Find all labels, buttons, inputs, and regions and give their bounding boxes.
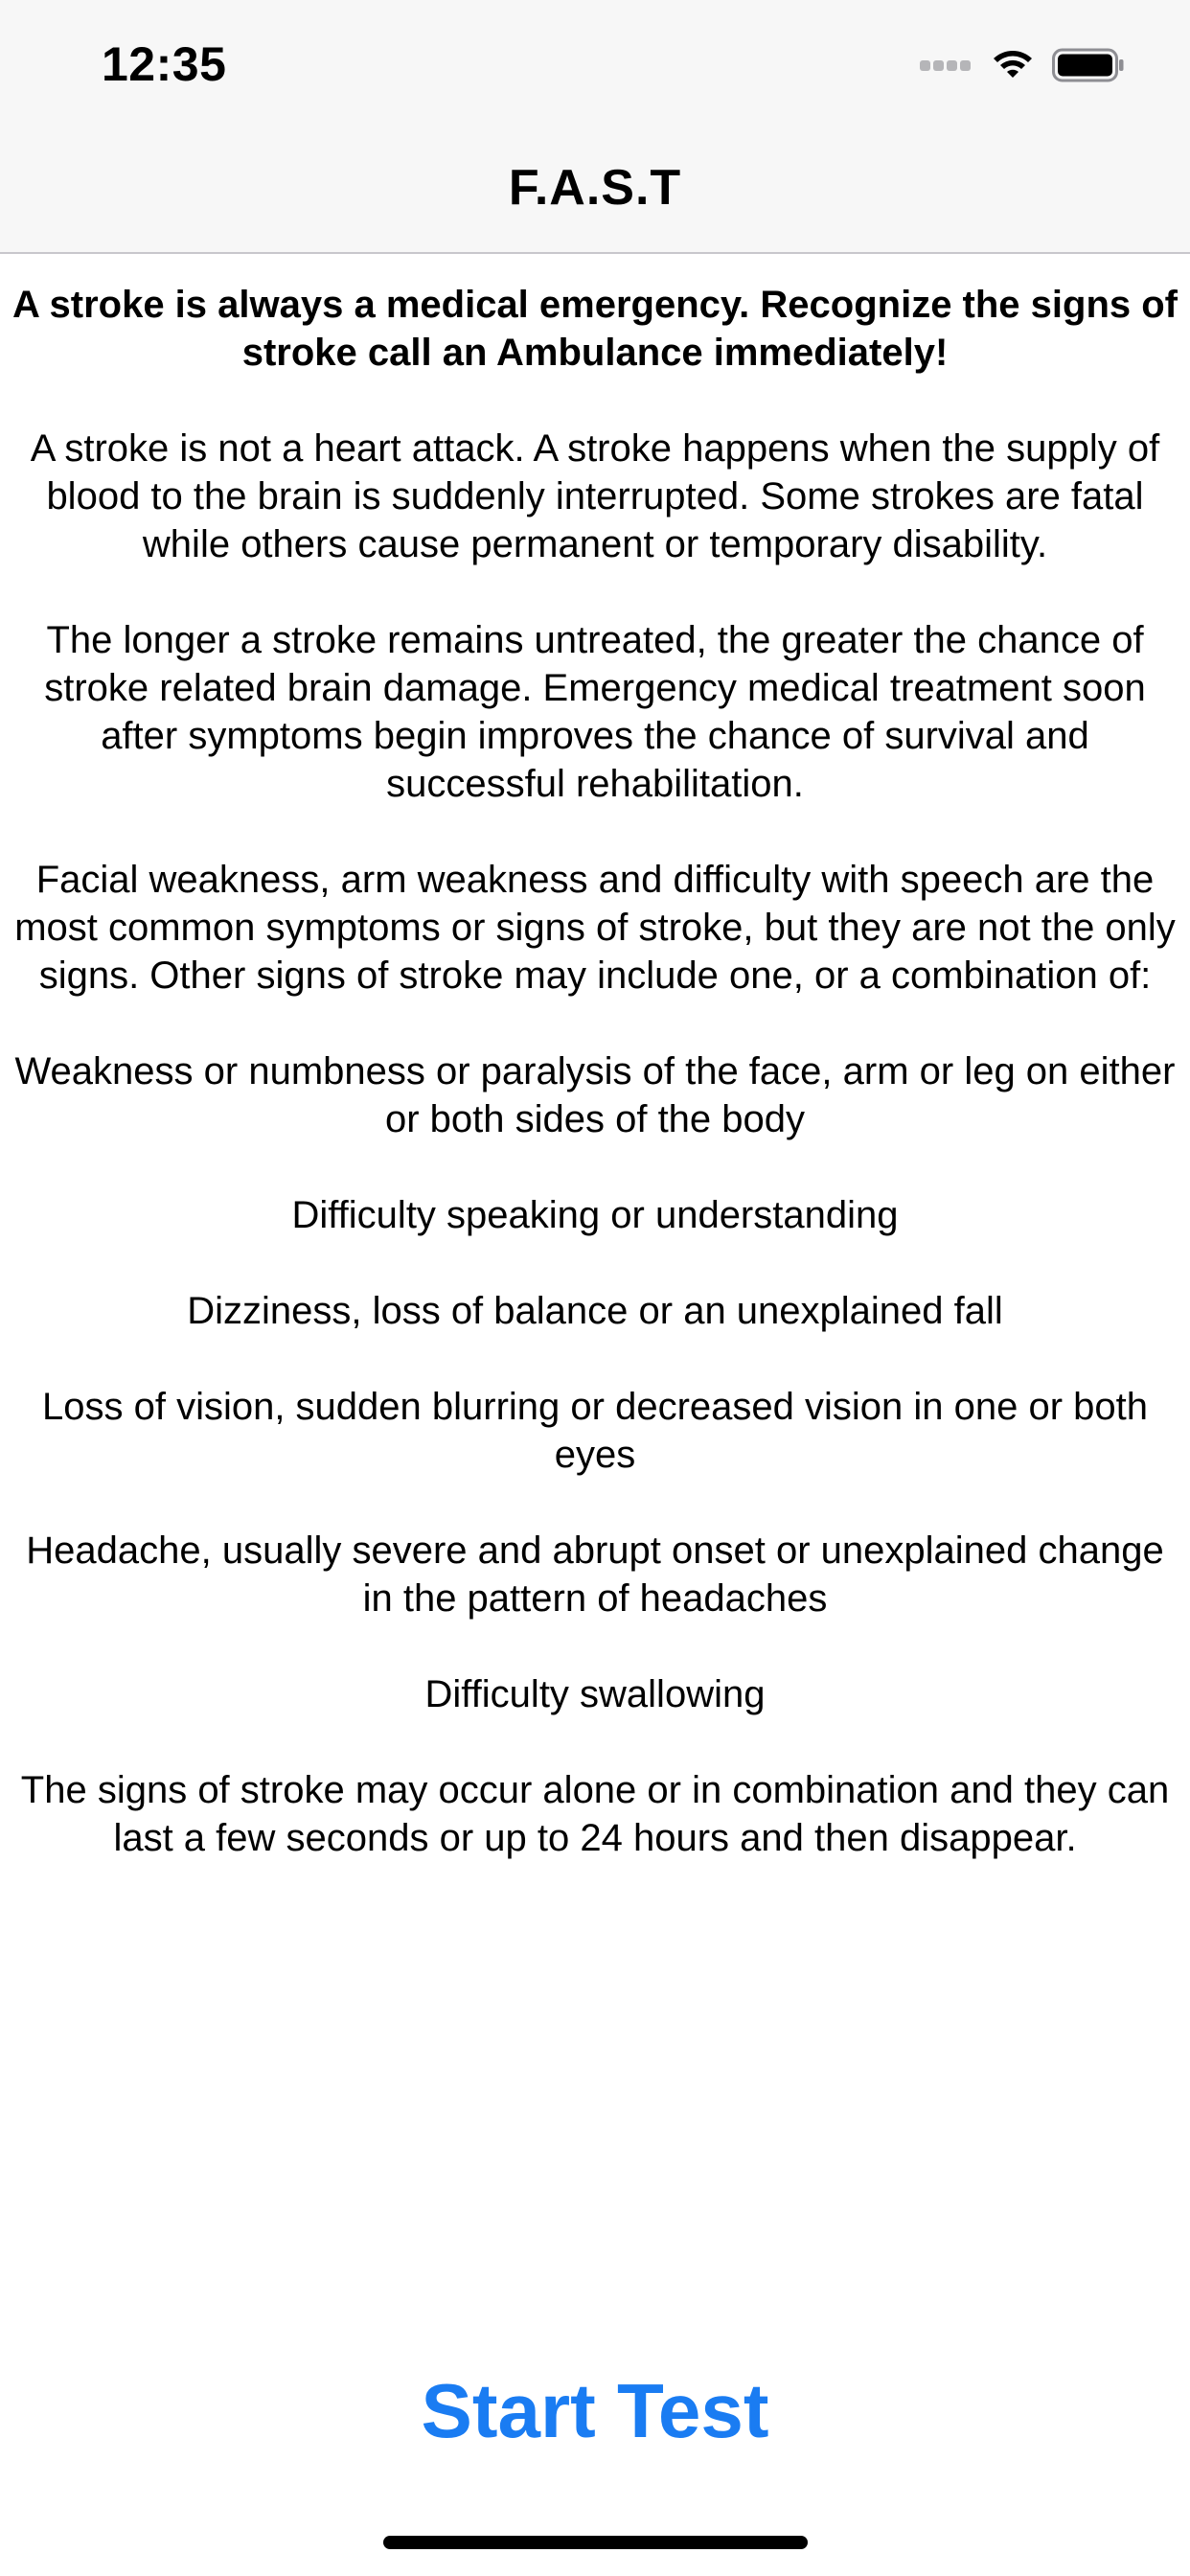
sign-dizziness: Dizziness, loss of balance or an unexplained fall: [187, 1290, 1003, 1332]
closing-text: The signs of stroke may occur alone or in combination and they can last a few seconds or up to 24 hours and then disappear.: [20, 1769, 1170, 1859]
sign-swallowing: Difficulty swallowing: [424, 1673, 766, 1715]
battery-icon: [1052, 48, 1125, 82]
sign-weakness: Weakness or numbness or paralysis of the face, arm or leg on either or both sides of the body: [14, 1050, 1176, 1140]
sign-speaking: Difficulty speaking or understanding: [291, 1194, 899, 1236]
sign-vision: Loss of vision, sudden blurring or decreased vision in one or both eyes: [41, 1386, 1149, 1476]
home-indicator[interactable]: [383, 2536, 808, 2549]
sign-headache: Headache, usually severe and abrupt onset or unexplained change in the pattern of headaches: [26, 1530, 1164, 1620]
navigation-header: [0, 0, 1190, 254]
page-title: F.A.S.T: [508, 160, 682, 216]
stroke-info-content: [0, 281, 1190, 1910]
intro-text: A stroke is always a medical emergency. Recognize the signs of stroke call an Ambulance immediately!: [11, 284, 1178, 374]
status-icons: [920, 44, 1125, 86]
wifi-icon: [991, 49, 1035, 81]
status-time: 12:35: [102, 37, 227, 91]
paragraph-common-symptoms: Facial weakness, arm weakness and difficulty with speech are the most common symptoms or signs of stroke, but they are not the only signs. Other signs of stroke may include one, or a combination of:: [14, 859, 1176, 997]
paragraph-heart-attack: A stroke is not a heart attack. A stroke happens when the supply of blood to the brain is suddenly interrupted. Some strokes are fatal while others cause permanent or temporary disability.: [30, 427, 1160, 565]
paragraph-untreated: The longer a stroke remains untreated, the greater the chance of stroke related brain damage. Emergency medical treatment soon after symptoms begin improves the chance of survival and successful rehabilitation.: [44, 619, 1146, 805]
start-test-button[interactable]: Start Test: [421, 2368, 769, 2453]
cellular-signal-icon: [920, 60, 973, 71]
